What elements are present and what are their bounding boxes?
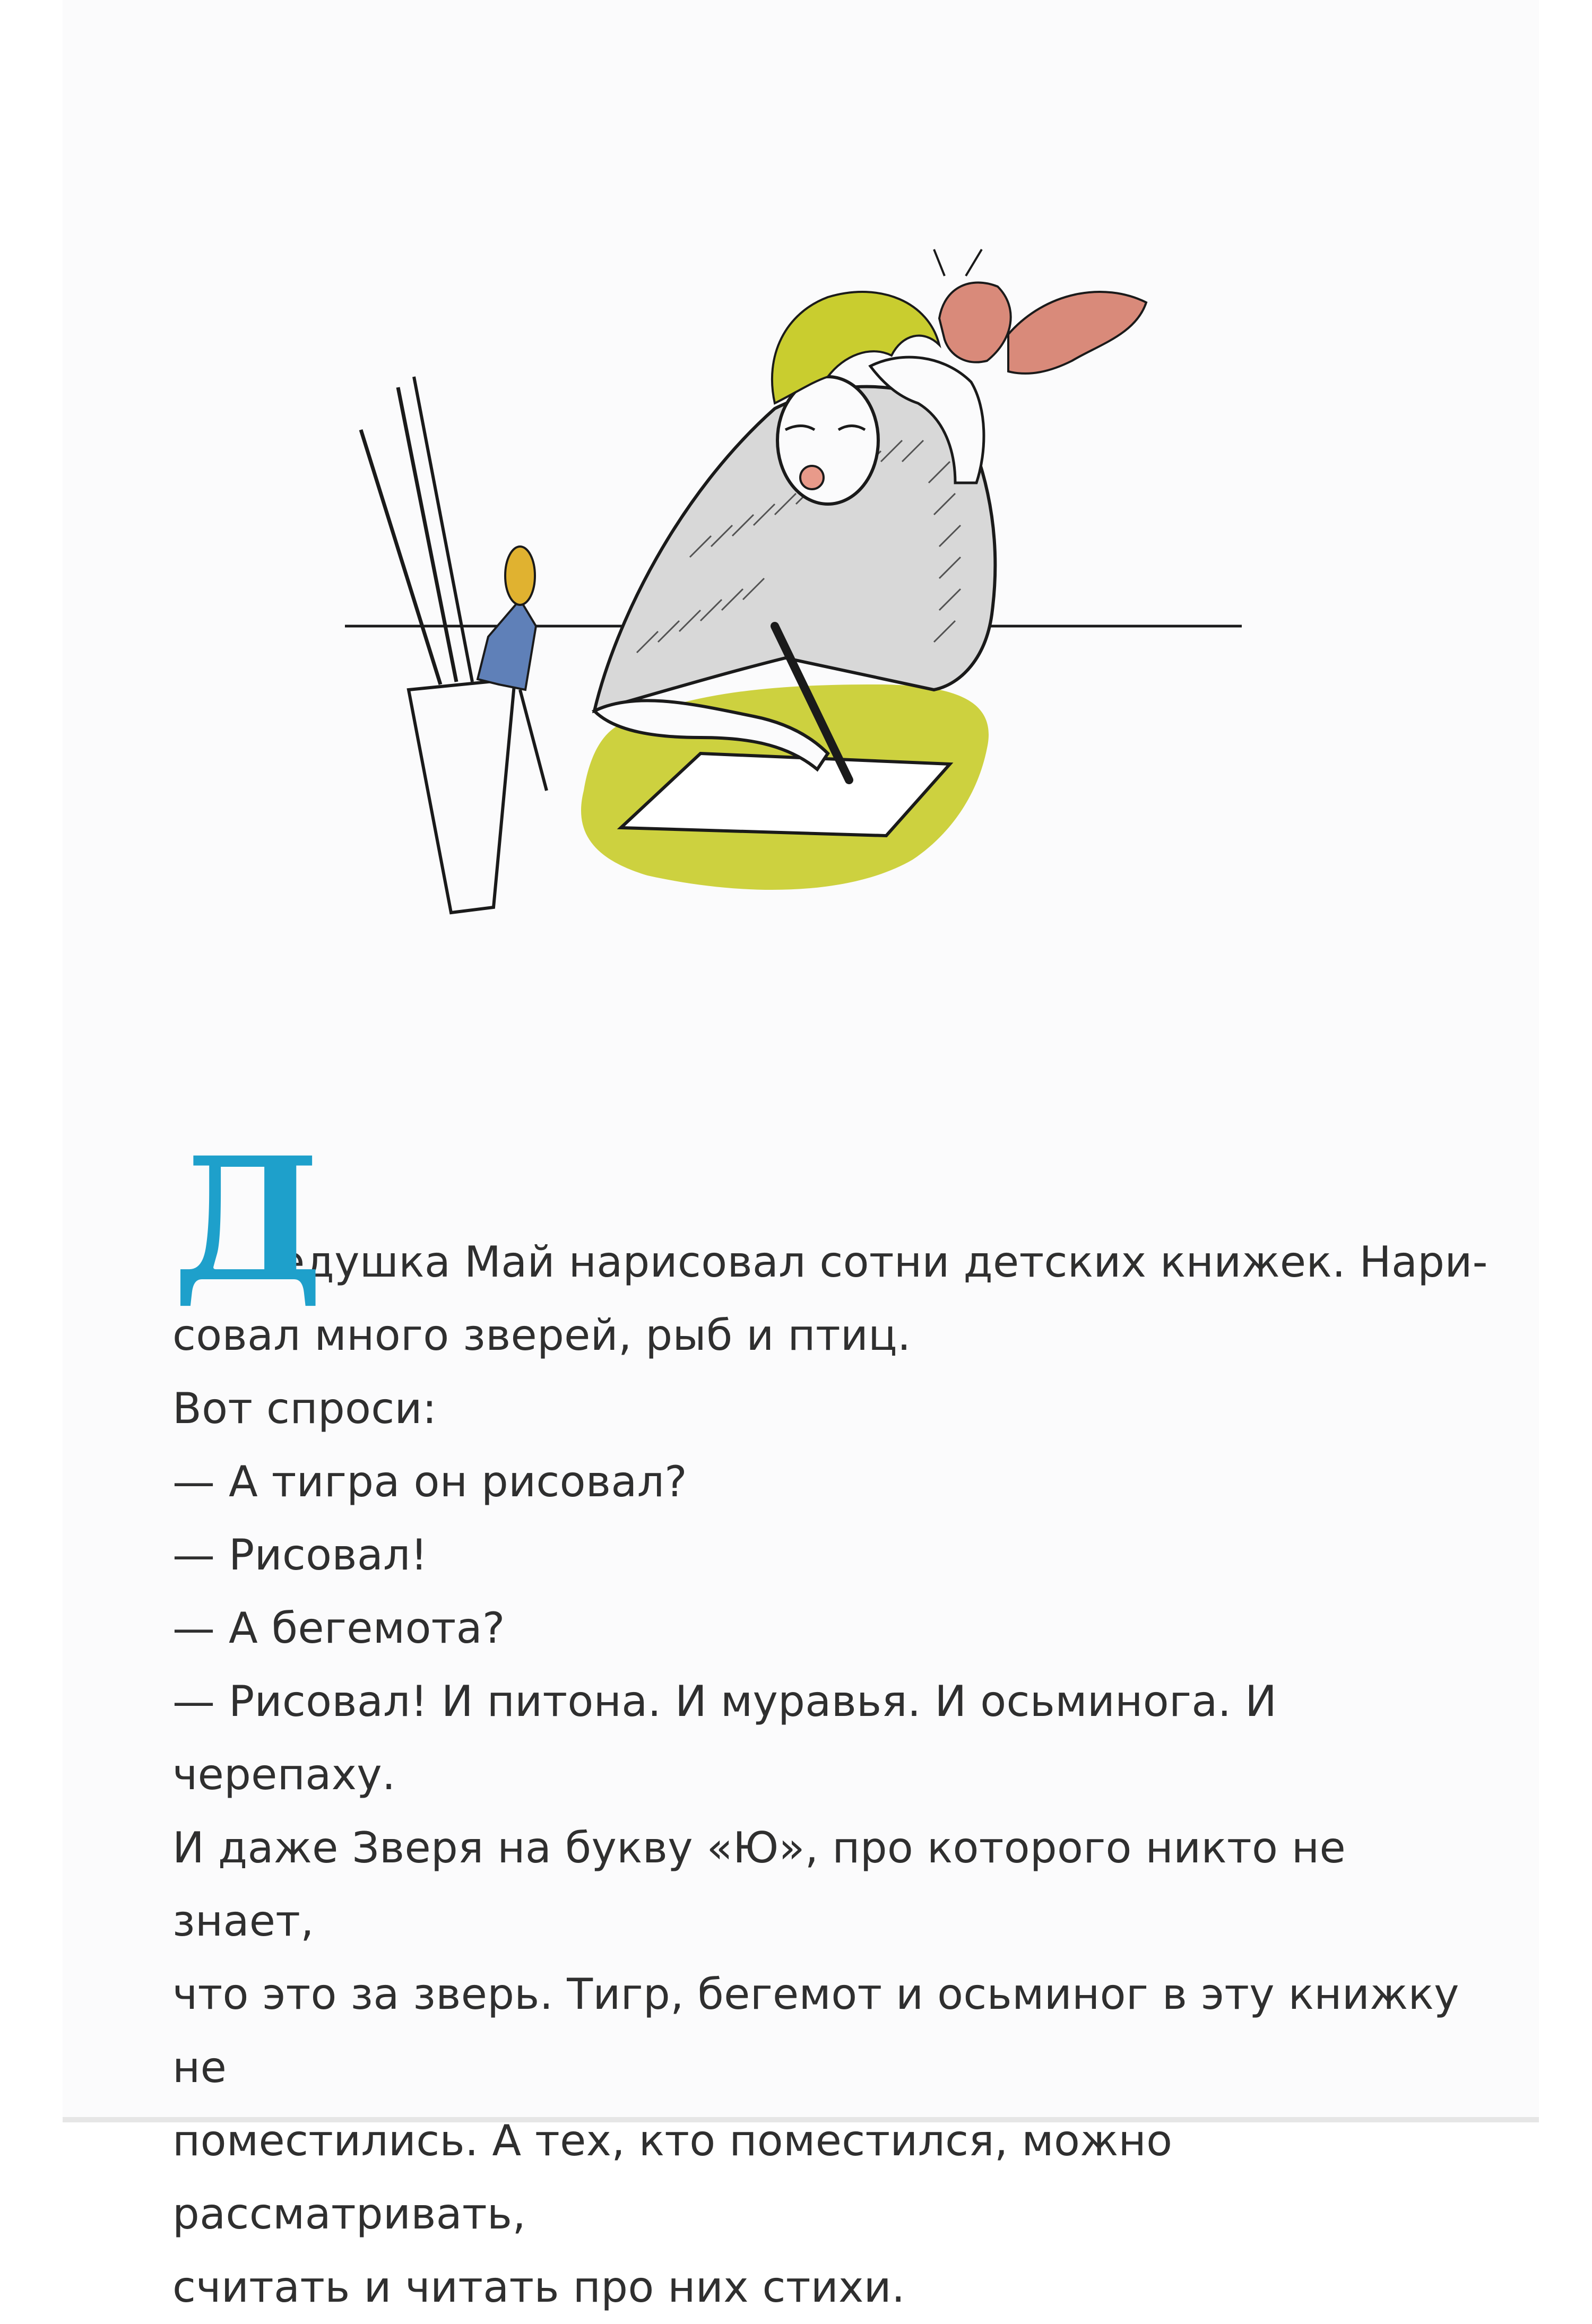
text-line-11: считать и читать про них стихи.: [172, 2262, 905, 2312]
brush-3: [414, 377, 472, 682]
text-line-8: И даже Зверя на букву «Ю», про которого никто не знает,: [172, 1823, 1346, 1946]
squirrel-tail: [1008, 292, 1146, 374]
text-line-10: поместились. А тех, кто поместился, можно рассматривать,: [172, 2116, 1173, 2239]
figurine-leg: [520, 690, 547, 791]
text-line-5: — Рисовал!: [172, 1530, 428, 1580]
brush-1: [361, 430, 440, 684]
artist-nose: [800, 466, 824, 489]
text-line-1: едушка Май нарисовал сотни детских книжек. Нари-: [279, 1237, 1488, 1287]
story-text: [172, 1121, 1489, 2324]
text-line-7: — Рисовал! И питона. И муравья. И осьминога. И черепаху.: [172, 1677, 1277, 1799]
brush-cup: [409, 679, 515, 913]
artist-drawing-illustration: [318, 154, 1305, 1003]
squirrel-body: [939, 283, 1011, 362]
text-line-3: Вот спроси:: [172, 1384, 437, 1433]
squirrel-ears: [934, 249, 982, 276]
first-paragraph: [172, 1121, 1489, 1320]
text-line-9: что это за зверь. Тигр, бегемот и осьминог в эту книжку не: [172, 1970, 1459, 2092]
text-line-2: совал много зверей, рыб и птиц.: [172, 1311, 911, 1360]
figurine-head: [505, 547, 535, 605]
text-line-4: — А тигра он рисовал?: [172, 1457, 687, 1506]
figurine-body: [478, 600, 536, 690]
artist-face: [777, 377, 878, 504]
drop-cap: Д: [172, 1121, 324, 1320]
text-line-6: — А бегемота?: [172, 1603, 505, 1653]
